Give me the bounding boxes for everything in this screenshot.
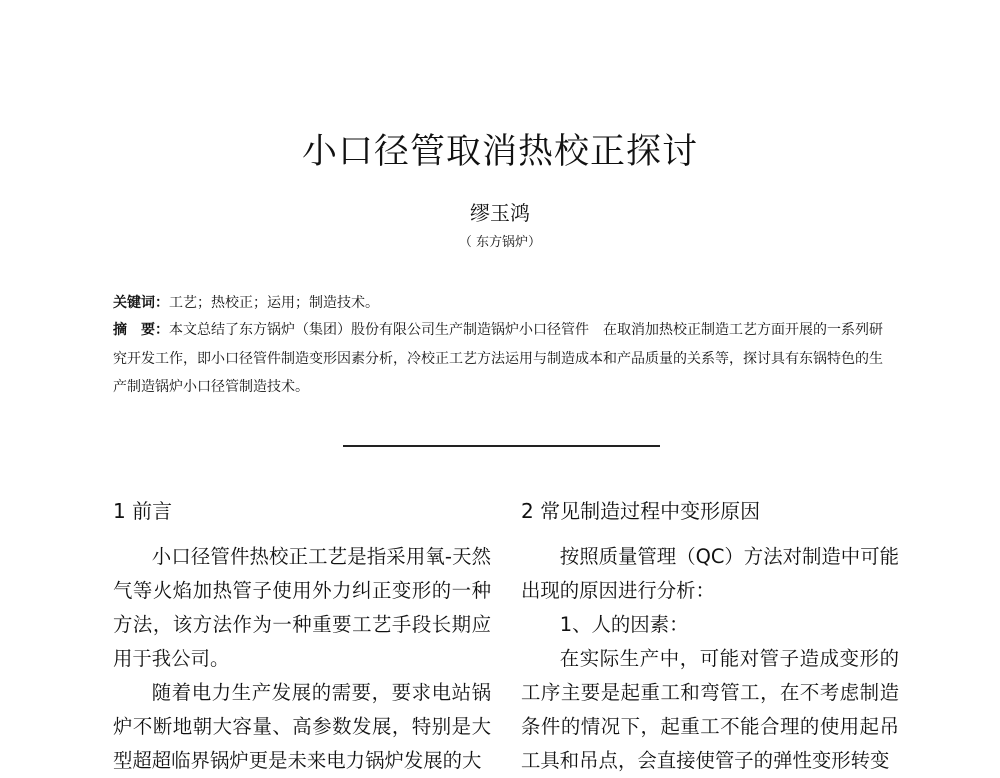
affiliation: （ 东方锅炉）	[458, 235, 542, 250]
keywords	[113, 289, 893, 317]
section-heading: 2 常见制造过程中变形原因	[521, 499, 761, 523]
paragraph: 1、人的因素：	[559, 613, 689, 636]
section-heading: 1 前言	[113, 499, 173, 523]
divider	[343, 445, 660, 447]
paragraph: 小口径管件热校正工艺是指采用氧-天然气等火焰加热管子使用外力纠正变形的一种方法，该方法作为一种重要工艺手段长期应用于我公司。	[113, 545, 491, 670]
keywords-label: 关键词：	[113, 295, 169, 311]
paragraph: 随着电力生产发展的需要，要求电站锅炉不断地朝大容量、高参数发展，特别是大型超超临界锅炉更是未来电力锅炉发展的大	[113, 681, 491, 772]
paragraph: 按照质量管理（QC）方法对制造中可能出现的原因进行分析：	[521, 545, 899, 602]
section-introduction	[113, 497, 491, 778]
keywords-text: 工艺；热校正；运用；制造技术。	[169, 295, 379, 311]
paper-title: 小口径管取消热校正探讨	[301, 132, 698, 172]
abstract-text: 本文总结了东方锅炉（集团）股份有限公司生产制造锅炉小口径管件 在取消加热校正制造工艺方面开展的一系列研究开发工作，即小口径管件制造变形因素分析，冷校正工艺方法运用与制造成本和产品质量的关系等，探讨具有东锅特色的生产制造锅炉小口径管制造技术。	[113, 322, 883, 395]
section-deformation-causes	[521, 497, 899, 778]
abstract	[113, 316, 893, 402]
abstract-label: 摘 要：	[113, 322, 169, 338]
paragraph: 在实际生产中，可能对管子造成变形的工序主要是起重工和弯管工，在不考虑制造条件的情况下，起重工不能合理的使用起吊工具和吊点，会直接使管子的弹性变形转变	[521, 647, 899, 772]
author: 缪玉鸿	[470, 201, 530, 225]
